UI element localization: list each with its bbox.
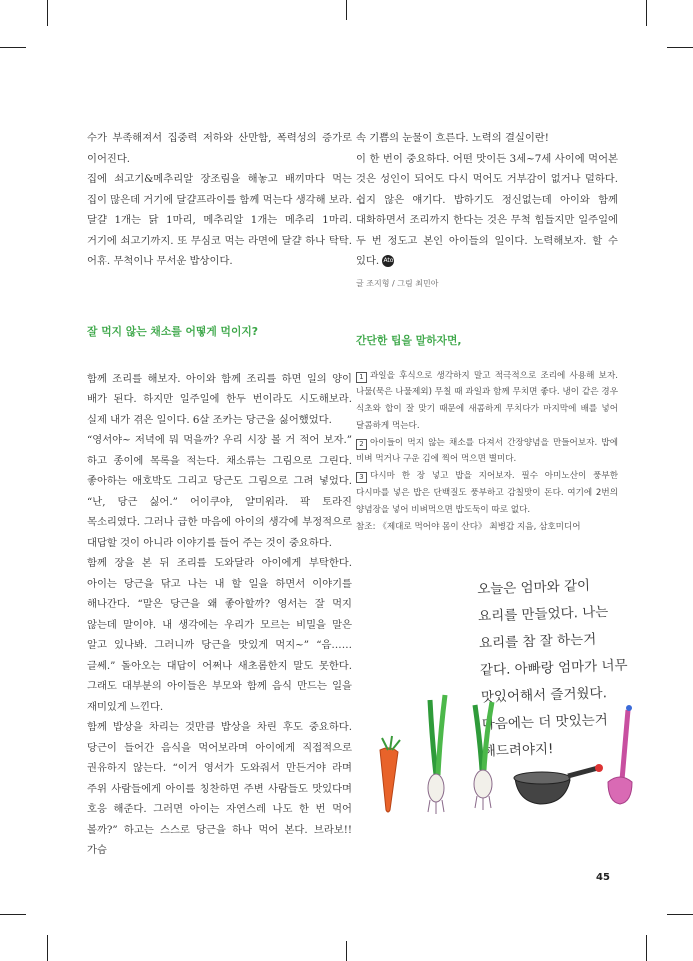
tip-number: 1 xyxy=(356,372,367,383)
carrot-icon xyxy=(380,736,400,812)
crop-mark xyxy=(47,0,48,26)
frying-pan-icon xyxy=(514,764,603,804)
body-paragraph: 집에 쇠고기&메추리알 장조림을 해놓고 배끼마다 먹는 집이 많은데 거기에 달걀프라이를 함께 먹는다 생각해 보라. 달걀 1개는 닭 1마리, 메추리알 1개는 메추리 1마리. 거기에 쇠고기까지. 또 무심코 먹는 라면에 달걀 하나 탁탁. 어휴. 무척이나 무서운 밥상이다. xyxy=(87,173,352,267)
tip-item xyxy=(356,435,618,469)
crop-mark xyxy=(667,47,693,48)
crop-mark xyxy=(346,941,347,961)
right-column xyxy=(356,128,618,535)
body-paragraph xyxy=(356,149,618,272)
child-drawing xyxy=(370,690,655,820)
crop-mark xyxy=(0,47,26,48)
tip-number: 2 xyxy=(356,439,367,450)
handwritten-note: 오늘은 엄마와 같이 요리를 만들었다. 나는 요리를 참 잘 하는거 같다. 아빠랑 엄마가 너무 맛있어해서 즐거웠다. 다음에는 더 맛있는거 해드려야지! xyxy=(476,577,628,760)
tip-item xyxy=(356,468,618,518)
body-paragraph: 수가 부족해져서 집중력 저하와 산만함, 폭력성의 증가로 이어진다. xyxy=(87,132,352,165)
crop-mark xyxy=(0,914,26,915)
crop-mark xyxy=(47,935,48,961)
ladle-icon xyxy=(608,705,632,804)
tip-text: 다시마 한 장 넣고 밥을 지어보자. 필수 아미노산이 풍부한 다시마를 넣은 밥은 단백질도 풍부하고 감칠맛이 돈다. 여기에 2번의 양념장을 넣어 비벼먹으면 밥도둑이 따로 없다. xyxy=(356,471,618,515)
body-paragraph: 함께 밥상을 차리는 것만큼 밥상을 차린 후도 중요하다. 당근이 들어간 음식을 먹어보라며 아이에게 직접적으로 권유하지 않는다. “이거 영서가 도와줘서 만든거야 라며 주위 사람들에게 아이를 칭찬하면 주변 사람들도 맛있다며 호응 해준다. 그러면 아이는 자연스레 나도 한 번 먹어 볼까?” 하고는 스스로 당근을 하나 먹어 본다. 브라보!! 가슴 xyxy=(87,721,352,856)
crop-mark xyxy=(667,914,693,915)
crop-mark xyxy=(646,0,647,26)
crop-mark xyxy=(646,935,647,961)
author-credit: 글 조지형 / 그림 최민아 xyxy=(356,278,439,288)
body-paragraph: 속 기쁨의 눈물이 흐른다. 노력의 결실이란! xyxy=(356,132,549,144)
crop-mark xyxy=(346,0,347,20)
body-paragraph: “영서야~ 저녁에 뭐 먹을까? 우리 시장 볼 거 적어 보자.” 하고 종이에 목록을 적는다. 채소류는 그림으로 그린다. 좋아하는 애호박도 그리고 당근도 그림으로 그려 넣었다. “난, 당근 싫어.” 어이쿠야, 얄미워라. 팍 토라진 목소리였다. 그러나 급한 마음에 아이의 생각에 부정적으로 대답할 것이 아니라 이야기를 들어 주는 것이 중요하다. xyxy=(87,434,352,549)
tip-text: 과일을 후식으로 생각하지 말고 적극적으로 조리에 사용해 보자. 나물(묵은 나물제외) 무칠 때 과일과 함께 무치면 좋다. 냉이 같은 경우 식초와 합이 잘 맞기 때문에 새콤하게 무치다가 마지막에 배를 넣어 달콤하게 먹는다. xyxy=(356,370,618,431)
green-onion-icon xyxy=(474,702,492,810)
left-column xyxy=(87,128,352,861)
tip-text: 아이들이 먹지 않는 채소를 다져서 간장양념을 만들어보자. 밥에 비벼 먹거나 구운 김에 찍어 먹으면 별미다. xyxy=(356,437,618,465)
reference-note: 참조: 《제대로 먹어야 몸이 산다》 최병갑 지음, 삼호미디어 xyxy=(356,521,581,532)
green-onion-icon xyxy=(428,695,445,814)
body-paragraph-text: 이 한 번이 중요하다. 어떤 맛이든 3세~7세 사이에 먹어본 것은 성인이 되어도 다시 먹어도 거부감이 없거나 덜하다. 쉽지 않은 얘기다. 밥하기도 정신없는데 아이와 함께 대화하면서 조리까지 한다는 것은 무척 힘들지만 일주일에 두 번 정도고 본인 아이들의 일이다. 노력해보자. 할 수 있다. xyxy=(356,152,618,267)
end-mark-icon: Ato xyxy=(382,255,394,267)
section-heading: 잘 먹지 않는 채소를 어떻게 먹이지? xyxy=(87,324,259,338)
body-paragraph: 함께 조리를 해보자. 아이와 함께 조리를 하면 일의 양이 배가 된다. 하지만 일주일에 한두 번이라도 시도해보라. 실제 내가 겪은 일이다. 6살 조카는 당근을 싫어했었다. xyxy=(87,372,352,426)
tip-number: 3 xyxy=(356,472,367,483)
tip-item xyxy=(356,368,618,435)
body-paragraph: 함께 장을 본 뒤 조리를 도와달라 아이에게 부탁한다. 아이는 당근을 닦고 나는 내 할 일을 하면서 이야기를 해나간다. “말은 당근을 왜 좋아할까? 영서는 잘 먹지 않는데 말이야. 내 생각에는 우리가 모르는 비밀을 말은 알고 있나봐. 그러니까 당근을 맛있게 먹지~” “음…… 글쎄.” 돌아오는 대답이 어쩌나 새초롬한지 말도 못한다. 그래도 대부분의 아이들은 부모와 함께 음식 만드는 일을 재미있게 느낀다. xyxy=(87,557,352,713)
page-number: 45 xyxy=(596,872,610,883)
tips-heading: 간단한 팁을 말하자면, xyxy=(356,333,462,347)
